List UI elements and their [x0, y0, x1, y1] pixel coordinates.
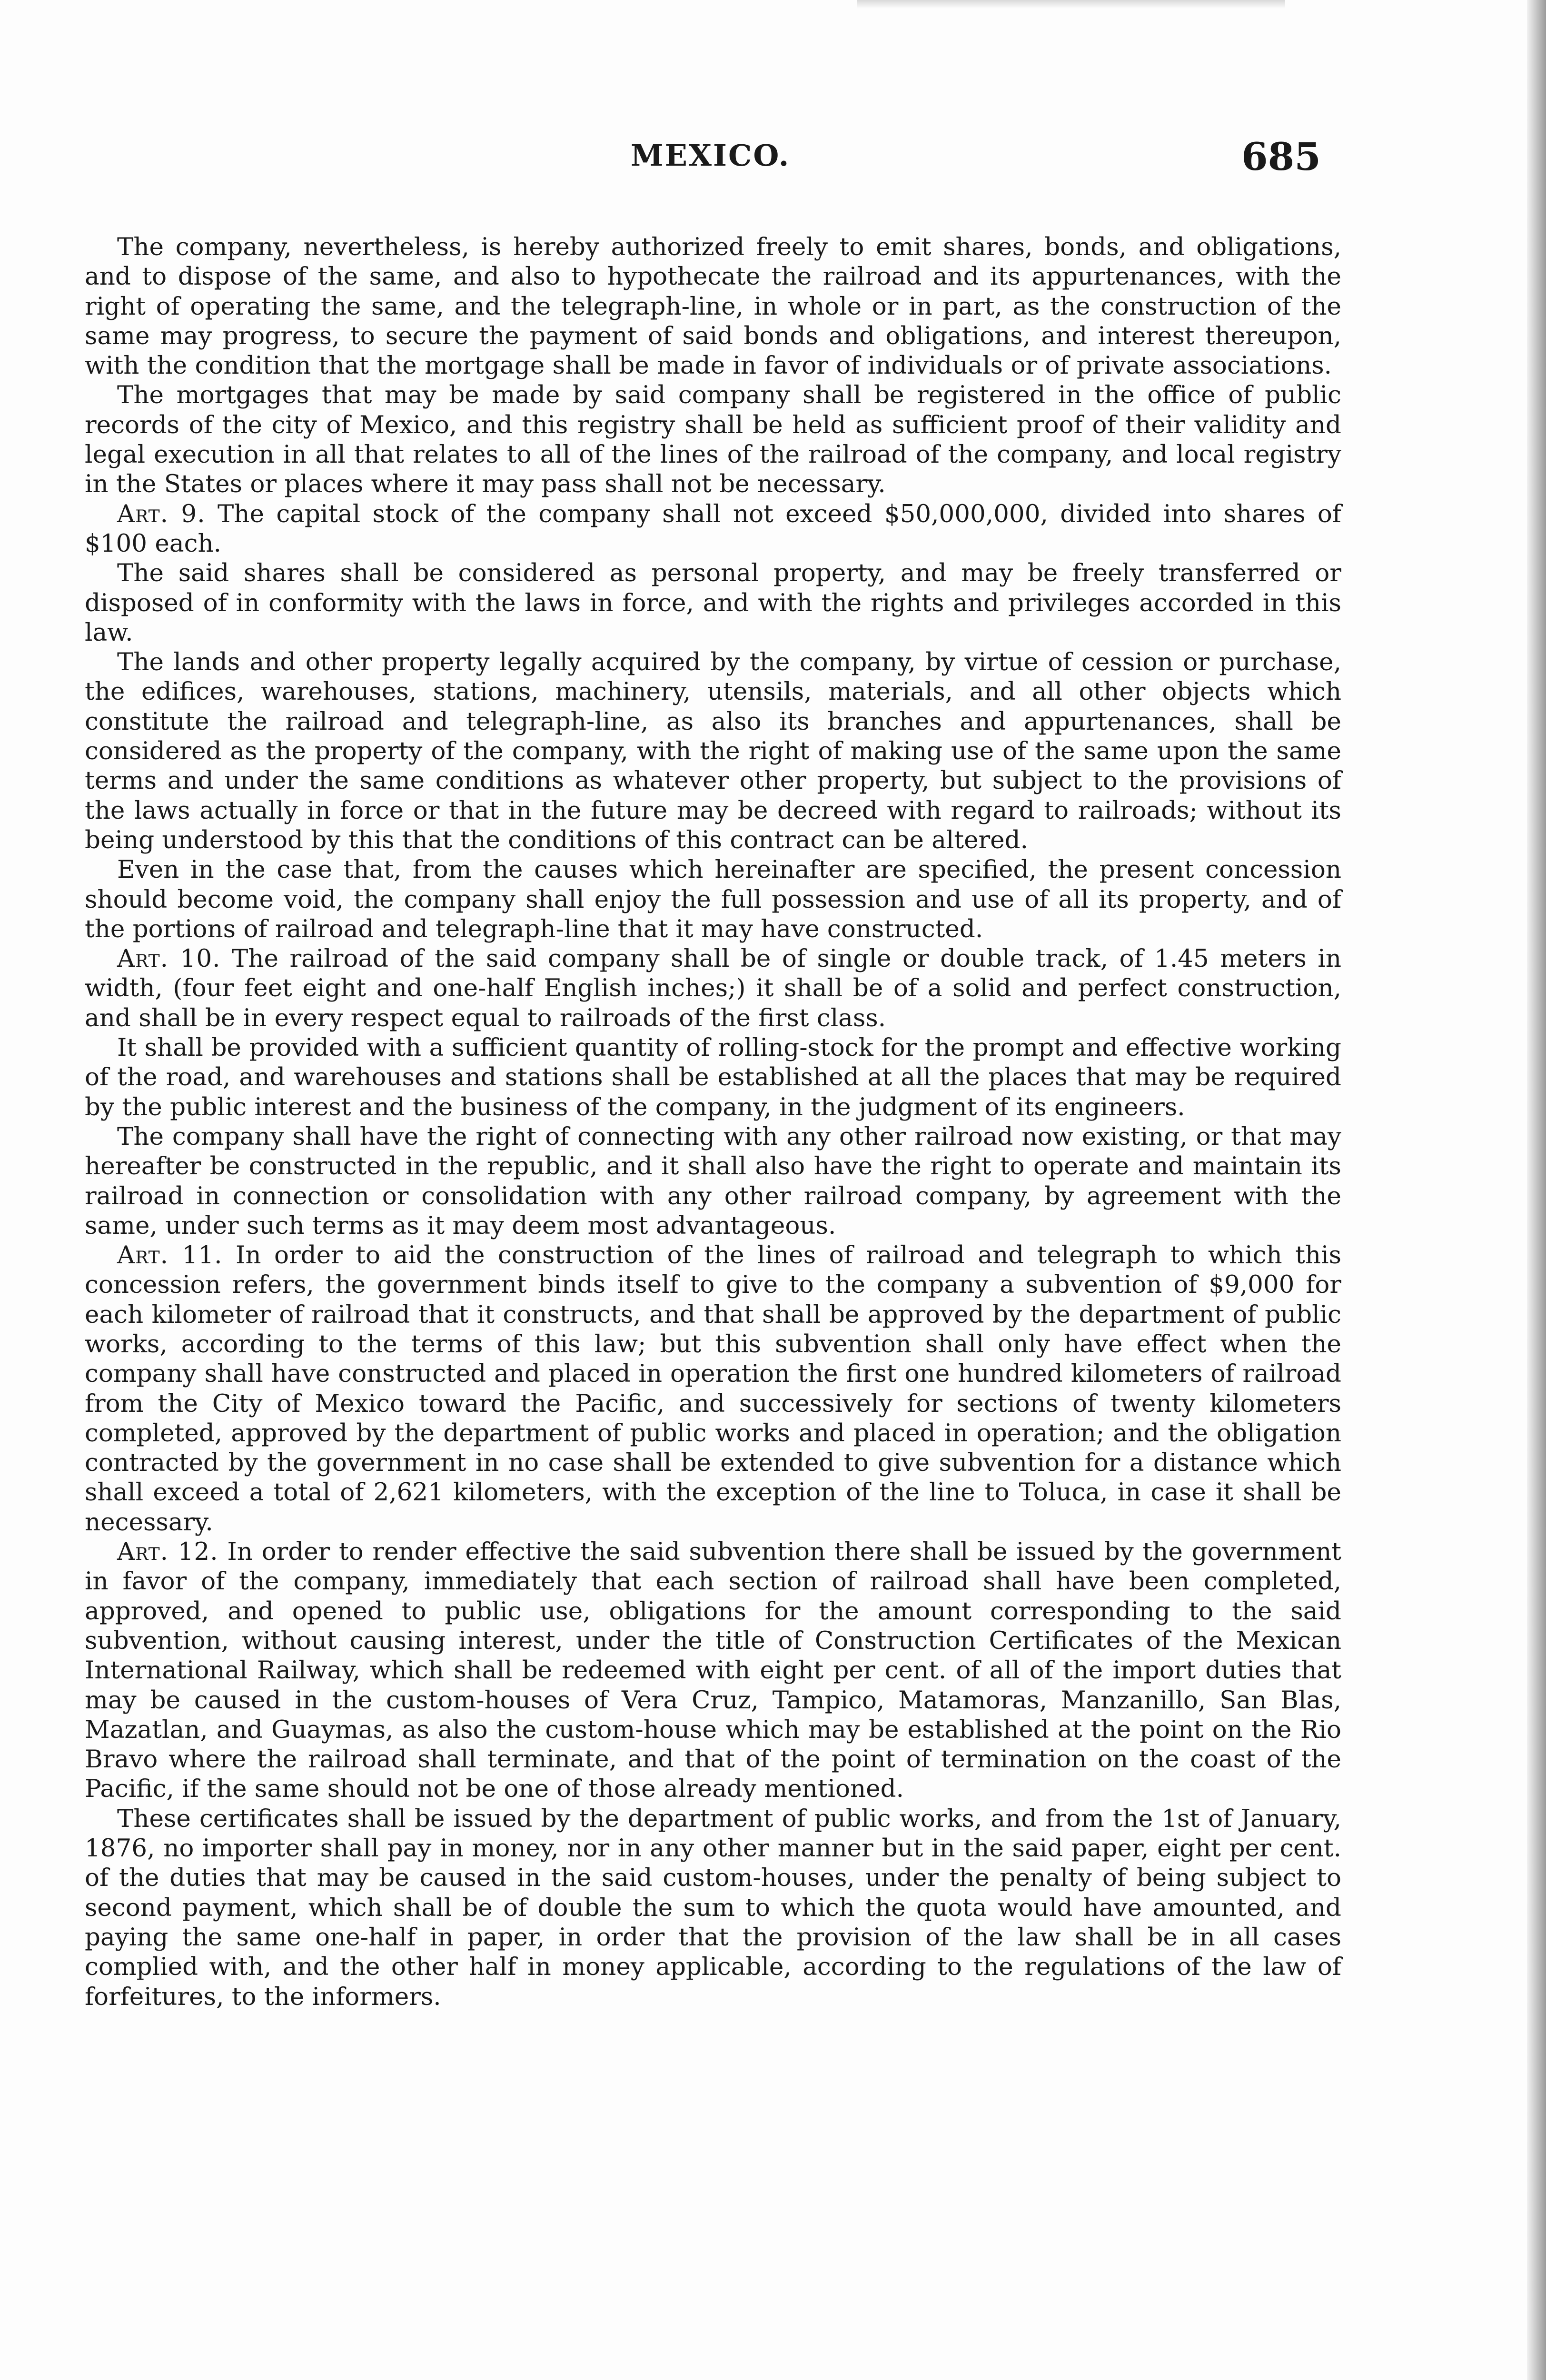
paragraph-text: The capital stock of the company shall not exceed $50,000,000, divided into shares of $100 each.: [85, 499, 1341, 558]
paragraph-text: The company, nevertheless, is hereby authorized freely to emit shares, bonds, and obligations, and to dispose of the same, and also to hypothecate the railroad and its appurtenances, with the right of operating the same, and the telegraph-line, in whole or in part, as the construction of the same may progress, to secure the payment of said bonds and obligations, and interest thereupon, with the condition that the mortgage shall be made in favor of individuals or of private associations.: [85, 233, 1341, 380]
body-text: [85, 232, 1341, 2012]
article-label: Art. 12.: [117, 1537, 218, 1567]
paragraph: [85, 1240, 1341, 1537]
paragraph: [85, 944, 1341, 1033]
paragraph-text: The company shall have the right of connecting with any other railroad now existing, or that may hereafter be constructed in the republic, and it shall also have the right to operate and maintain its railroad in connection or consolidation with any other railroad company, by agreement with the same, under such terms as it may deem most advantageous.: [85, 1122, 1341, 1240]
paragraph-text: The said shares shall be considered as personal property, and may be freely transferred or disposed of in conformity with the laws in force, and with the rights and privileges accorded in this law.: [85, 559, 1341, 647]
paragraph: [85, 1033, 1341, 1122]
paragraph-text: Even in the case that, from the causes which hereinafter are specified, the present concession should become void, the company shall enjoy the full possession and use of all its property, and of the portions of railroad and telegraph-line that it may have constructed.: [85, 855, 1341, 943]
paragraph-text: These certificates shall be issued by the department of public works, and from the 1st of January, 1876, no importer shall pay in money, nor in any other manner but in the said paper, eight per cent. of the duties that may be caused in the said custom-houses, under the penalty of being subject to second payment, which shall be of double the sum to which the quota would have amounted, and paying the same one-half in paper, in order that the provision of the law shall be in all cases complied with, and the other half in money applicable, according to the regulations of the law of forfeitures, to the informers.: [85, 1804, 1341, 2011]
paragraph: [85, 855, 1341, 944]
paragraph: [85, 558, 1341, 647]
article-label: Art. 11.: [117, 1241, 223, 1270]
paragraph: [85, 232, 1341, 380]
paragraph: [85, 1537, 1341, 1804]
paragraph: [85, 1804, 1341, 2012]
scan-page-edge: [1527, 0, 1546, 2380]
paragraph: [85, 499, 1341, 559]
paragraph: [85, 1122, 1341, 1240]
paragraph-text: In order to render effective the said subvention there shall be issued by the government in favor of the company, immediately that each section of railroad shall have been completed, approved, and opened to public use, obligations for the amount corresponding to the said subvention, without causing interest, under the title of Construction Certificates of the Mexican International Railway, which shall be redeemed with eight per cent. of all of the import duties that may be caused in the custom-houses of Vera Cruz, Tampico, Matamoras, Manzanillo, San Blas, Mazatlan, and Guaymas, as also the custom-house which may be established at the point on the Rio Bravo where the railroad shall terminate, and that of the point of termination on the coast of the Pacific, if the same should not be one of those already mentioned.: [85, 1537, 1341, 1804]
running-head: MEXICO.: [631, 138, 791, 173]
page-number: 685: [1241, 134, 1321, 179]
paragraph-text: The mortgages that may be made by said company shall be registered in the office of public records of the city of Mexico, and this registry shall be held as sufficient proof of their validity and legal execution in all that relates to all of the lines of the railroad of the company, and local registry in the States or places where it may pass shall not be necessary.: [85, 381, 1341, 499]
paragraph-text: It shall be provided with a sufficient quantity of rolling-stock for the prompt and effective working of the road, and warehouses and stations shall be established at all the places that may be required by the public interest and the business of the company, in the judgment of its engineers.: [85, 1033, 1341, 1121]
paragraph-text: The railroad of the said company shall be of single or double track, of 1.45 meters in width, (four feet eight and one-half English inches;) it shall be of a solid and perfect construction, and shall be in every respect equal to railroads of the first class.: [85, 944, 1342, 1032]
paragraph: [85, 380, 1341, 499]
page-header: [0, 134, 1546, 186]
scan-top-shadow: [857, 0, 1285, 9]
paragraph: [85, 647, 1341, 855]
paragraph-text: In order to aid the construction of the lines of railroad and telegraph to which this concession refers, the government binds itself to give to the company a subvention of $9,000 for each kilometer of railroad that it constructs, and that shall be approved by the department of public works, according to the terms of this law; but this subvention shall only have effect when the company shall have constructed and placed in operation the first one hundred kilometers of railroad from the City of Mexico toward the Pacific, and successively for sections of twenty kilometers completed, approved by the department of public works and placed in operation; and the obligation contracted by the government in no case shall be extended to give subvention for a distance which shall exceed a total of 2,621 kilometers, with the exception of the line to Toluca, in case it shall be necessary.: [85, 1241, 1342, 1537]
paragraph-text: The lands and other property legally acquired by the company, by virtue of cession or purchase, the edifices, warehouses, stations, machinery, utensils, materials, and all other objects which constitute the railroad and telegraph-line, as also its branches and appurtenances, shall be considered as the property of the company, with the right of making use of the same upon the same terms and under the same conditions as whatever other property, but subject to the provisions of the laws actually in force or that in the future may be decreed with regard to railroads; without its being understood by this that the conditions of this contract can be altered.: [85, 648, 1341, 854]
article-label: Art. 10.: [117, 944, 221, 973]
article-label: Art. 9.: [117, 499, 206, 528]
